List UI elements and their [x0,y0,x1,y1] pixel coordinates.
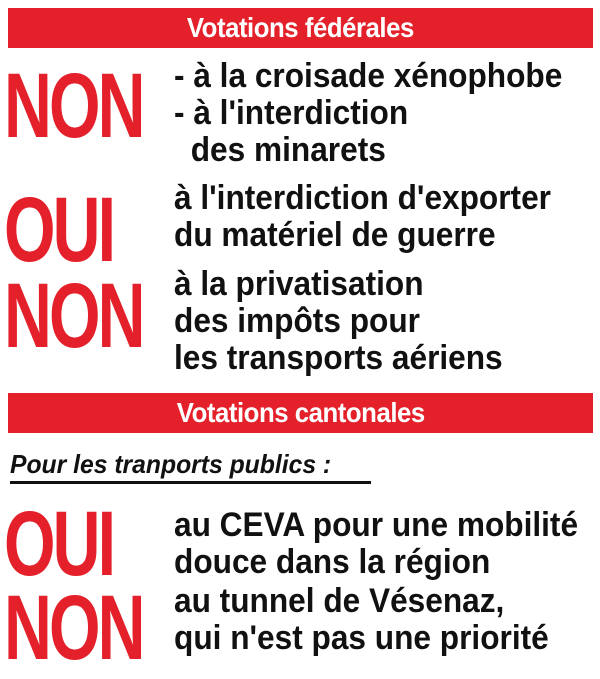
vote-text-federal-3 [174,266,503,377]
vote-label-federal-3: NON [4,265,143,367]
text-line: du matériel de guerre [174,216,496,254]
cantonal-subtitle: Pour les tranports publics : [10,449,371,484]
text-line: - à l'interdiction [174,94,409,132]
vote-text-cantonal-2 [174,583,549,657]
text-line: les transports aériens [174,339,503,377]
text-line: des minarets [190,131,386,169]
text-line: à l'interdiction d'exporter [174,179,551,217]
vote-label-cantonal-1: OUI [4,493,114,595]
vote-text-cantonal-1 [174,507,578,581]
text-line: qui n'est pas une priorité [174,619,549,657]
text-line: des impôts pour [174,302,420,340]
text-line: à la privatisation [174,265,424,303]
text-line: au CEVA pour une mobilité [174,506,579,544]
vote-label-federal-1: NON [4,55,143,157]
vote-label-federal-2: OUI [4,179,114,281]
federal-banner-title: Votations fédérales [186,12,414,43]
vote-text-federal-2 [174,180,551,254]
vote-label-cantonal-2: NON [4,577,143,679]
text-line: au tunnel de Vésenaz, [174,582,505,620]
text-line: - à la croisade xénophobe [174,57,563,95]
vote-text-federal-1 [174,58,562,169]
federal-banner [8,8,593,48]
cantonal-banner [8,393,593,433]
cantonal-banner-title: Votations cantonales [176,397,425,428]
text-line: douce dans la région [174,543,491,581]
